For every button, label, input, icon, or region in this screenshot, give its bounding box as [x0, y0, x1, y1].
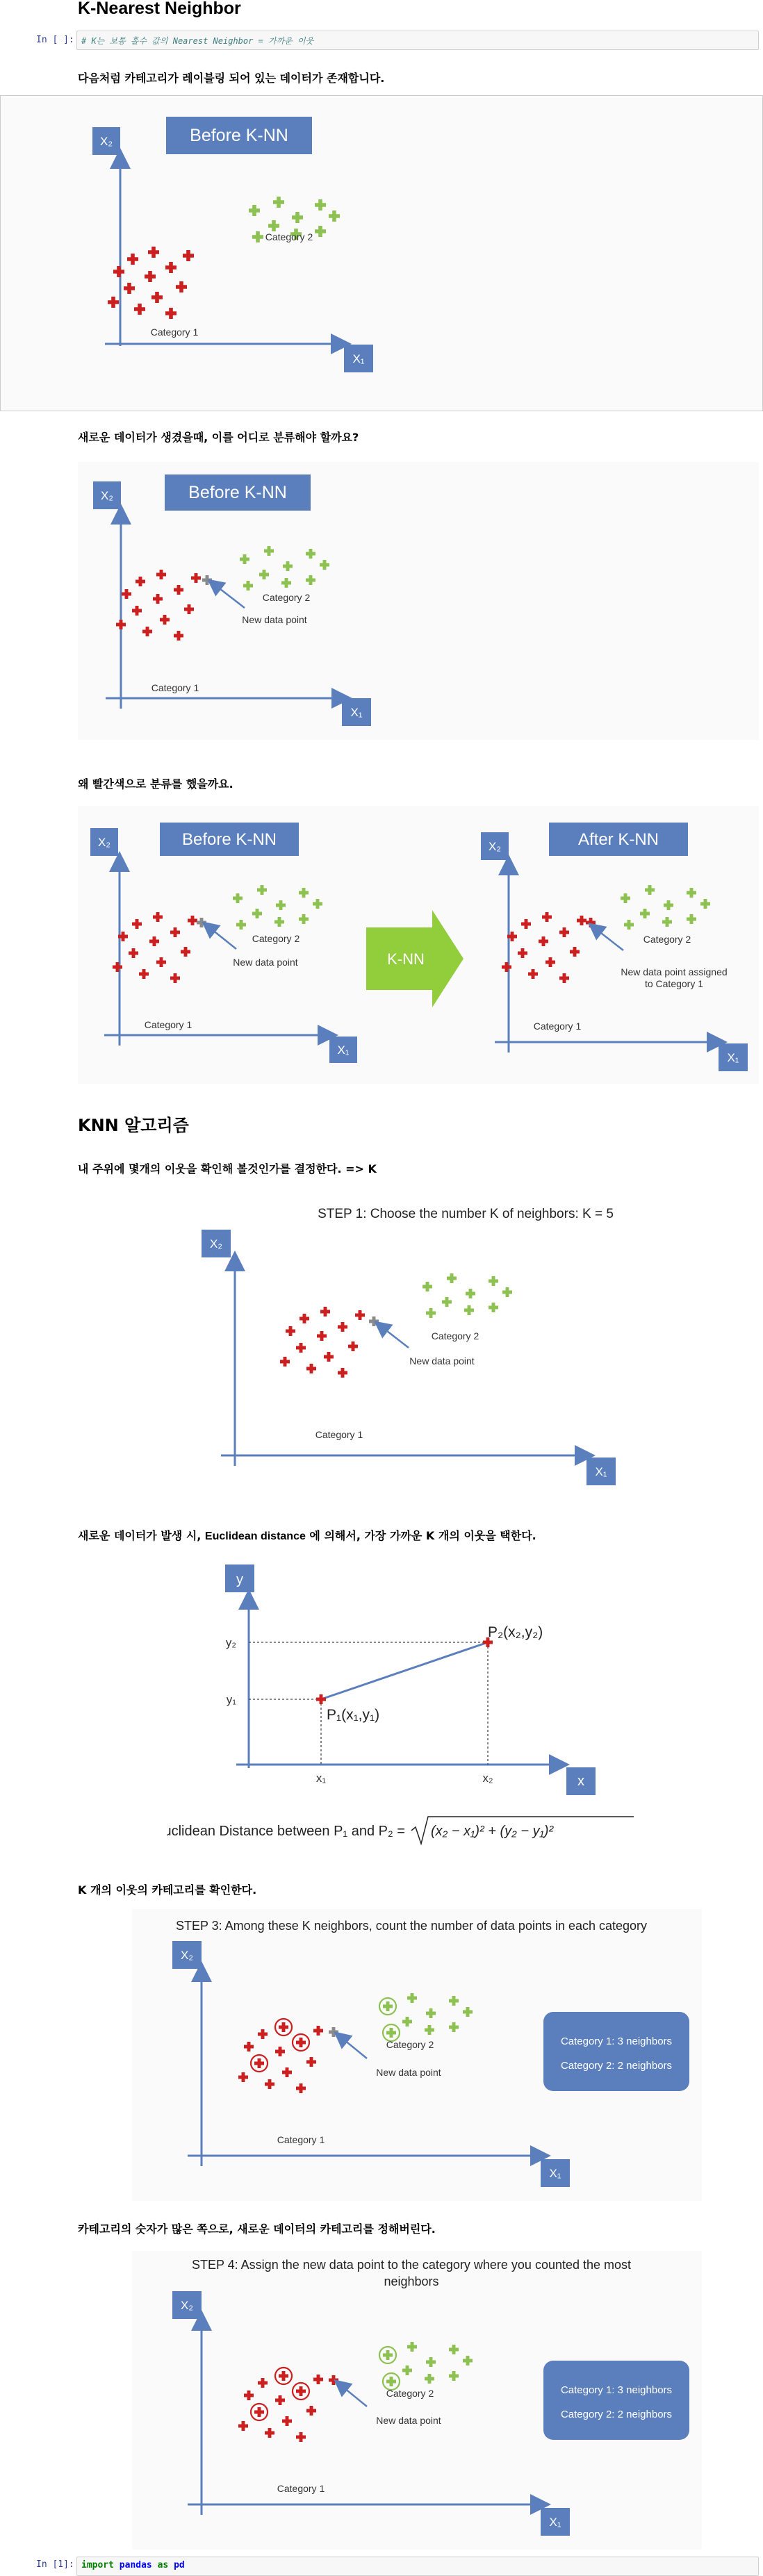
svg-text:X₂: X₂	[210, 1237, 222, 1250]
category1-point	[129, 948, 138, 958]
assigned-point	[586, 918, 596, 927]
new-data-point	[197, 918, 206, 927]
category1-point	[539, 936, 548, 946]
category2-point	[315, 199, 326, 210]
category1-point	[265, 2079, 274, 2089]
category1-point	[238, 2072, 248, 2082]
markdown-text: K 개의 이웃의 카테고리를 확인한다.	[78, 1883, 257, 1897]
category2-point	[449, 2345, 459, 2354]
category2-point	[313, 899, 322, 909]
category1-point	[176, 281, 187, 292]
category2-point	[386, 2377, 396, 2386]
category1-point	[324, 1352, 334, 1362]
figure-before-knn	[0, 95, 763, 411]
category1-point	[174, 585, 183, 595]
category1-point	[148, 247, 159, 258]
category2-point	[662, 917, 672, 927]
category2-point	[283, 561, 293, 571]
svg-text:Category 1: Category 1	[277, 2134, 325, 2145]
category1-point	[132, 606, 142, 616]
code-line: import pandas as pd	[81, 2560, 185, 2570]
svg-text:X₂: X₂	[489, 840, 501, 853]
category1-point	[296, 2038, 306, 2047]
knn-arrow-label: K-NN	[387, 950, 425, 968]
category1-point	[306, 2057, 316, 2067]
formula-right: (x₂ − x₁)² + (y₂ − y₁)²	[431, 1824, 554, 1839]
svg-text:X₁: X₁	[549, 2167, 561, 2180]
category1-point	[191, 573, 201, 583]
markdown-text: 왜 빨간색으로 분류를 했을까요.	[78, 777, 233, 791]
category2-point	[281, 578, 291, 588]
category1-point	[570, 947, 580, 957]
svg-text:Category 2: Category 2	[643, 934, 691, 945]
category2-point	[426, 1308, 436, 1318]
svg-text:Category 1: Category 1	[144, 1019, 192, 1030]
category2-point	[252, 231, 263, 242]
category2-point	[407, 2342, 417, 2352]
category1-point	[296, 2386, 306, 2396]
category1-point	[116, 620, 126, 629]
category1-point	[238, 2421, 248, 2431]
svg-text:X₂: X₂	[181, 2299, 193, 2312]
category1-point	[188, 916, 197, 925]
category2-point	[383, 2001, 393, 2011]
p1-label: P₁(x₁,y₁)	[327, 1707, 380, 1723]
category1-point	[528, 969, 538, 979]
svg-text:X₁: X₁	[549, 2516, 561, 2529]
figure-new-point	[78, 462, 759, 740]
category1-point	[521, 919, 531, 929]
euclid-point	[316, 1694, 326, 1704]
category1-point	[132, 919, 142, 929]
svg-text:Category 2: Category 2	[431, 1330, 479, 1341]
code-cell[interactable]	[76, 31, 759, 50]
category2-point	[259, 570, 269, 579]
category1-point	[313, 2375, 323, 2384]
new-data-point	[369, 1316, 379, 1326]
category1-point	[139, 969, 149, 979]
category1-point	[142, 627, 152, 636]
figure-before-after	[78, 806, 759, 1084]
category1-point	[127, 254, 138, 265]
new-data-point	[202, 575, 212, 585]
new-data-point	[329, 2027, 338, 2037]
count-line-2: Category 2: 2 neighbors	[560, 2060, 673, 2072]
category2-point	[422, 1282, 432, 1291]
category1-point	[170, 927, 180, 937]
svg-text:Category 1: Category 1	[533, 1021, 582, 1032]
markdown-text: 카테고리의 숫자가 많은 쪽으로, 새로운 데이터의 카테고리를 정해버린다.	[78, 2222, 436, 2236]
category1-point	[338, 1322, 347, 1332]
category1-point	[348, 1341, 358, 1351]
category2-point	[276, 900, 286, 910]
y-axis-label: y	[236, 1572, 243, 1587]
category1-point	[296, 2083, 306, 2093]
category1-point	[124, 283, 135, 294]
svg-text:X₁: X₁	[595, 1465, 607, 1478]
category2-point	[257, 885, 267, 895]
category2-point	[402, 2366, 412, 2375]
category1-point	[559, 927, 569, 937]
category2-point	[264, 546, 274, 556]
category1-point	[300, 1314, 309, 1323]
category2-point	[463, 2007, 473, 2017]
category2-point	[449, 1996, 459, 2006]
x2-label: X₂	[100, 135, 113, 148]
category1-point	[184, 604, 194, 614]
category2-point	[464, 1305, 474, 1315]
category2-point	[621, 893, 630, 903]
category1-point	[244, 2042, 254, 2051]
category1-point	[313, 2026, 323, 2036]
category2-point	[252, 909, 262, 918]
category1-point	[153, 594, 163, 604]
category1-point	[275, 2047, 285, 2056]
category2-point	[449, 2371, 459, 2381]
formula-left: Euclidean Distance between P₁ and P₂ =	[167, 1824, 405, 1839]
category1-point	[577, 916, 586, 925]
category1-point	[502, 962, 511, 972]
assigned-label-2: to Category 1	[644, 978, 704, 989]
svg-text:y₁: y₁	[226, 1693, 236, 1706]
category1-point	[153, 912, 163, 922]
category1-point	[113, 962, 122, 972]
category1-label: Category 1	[151, 682, 199, 693]
category2-point	[273, 197, 284, 208]
category2-point	[489, 1303, 498, 1312]
category2-point	[426, 2357, 436, 2367]
x-axis-label: x	[577, 1774, 584, 1789]
category2-point	[299, 888, 309, 898]
category1-point	[134, 304, 145, 315]
category2-point	[624, 920, 634, 930]
category2-point	[240, 554, 249, 564]
category2-point	[383, 2350, 393, 2360]
category1-point	[254, 2058, 264, 2068]
svg-text:Category 1: Category 1	[277, 2483, 325, 2494]
category1-point	[151, 292, 163, 303]
category1-point	[306, 2406, 316, 2416]
category2-point	[249, 205, 260, 216]
category1-point	[320, 1307, 330, 1316]
category1-point	[170, 973, 180, 983]
cell-prompt: In [1]:	[36, 2559, 74, 2570]
category2-point	[640, 909, 650, 918]
x1-label: X₁	[352, 352, 365, 365]
category2-point	[306, 575, 315, 585]
category2-label: Category 2	[262, 592, 311, 603]
category2-point	[425, 2374, 434, 2384]
category1-point	[165, 262, 177, 273]
category2-point	[386, 2028, 396, 2038]
category2-point	[664, 900, 673, 910]
assigned-label-1: New data point assigned	[621, 966, 728, 977]
category2-point	[442, 1297, 452, 1307]
category1-point	[136, 577, 145, 586]
category1-point	[286, 1326, 295, 1336]
section-heading: KNN 알고리즘	[78, 1116, 189, 1135]
svg-text:y₂: y₂	[225, 1636, 236, 1649]
figure-step1	[188, 1195, 632, 1494]
category2-point	[268, 220, 279, 231]
svg-text:x₂: x₂	[482, 1772, 493, 1785]
category2-point	[449, 2022, 459, 2032]
x2-label: X₂	[101, 489, 113, 502]
assigned-point	[329, 2375, 338, 2385]
category2-point	[274, 917, 284, 927]
figure-step3	[132, 1909, 702, 2201]
category1-point	[254, 2407, 264, 2417]
category1-point	[279, 2371, 288, 2381]
p2-label: P₂(x₂,y₂)	[488, 1624, 543, 1640]
svg-text:New data point: New data point	[376, 2415, 441, 2426]
before-knn-label: Before K-NN	[188, 483, 287, 502]
category1-point	[122, 589, 131, 599]
svg-text:X₁: X₁	[337, 1043, 350, 1057]
category1-point	[244, 2391, 254, 2400]
category2-point	[425, 2025, 434, 2035]
count-line-1: Category 1: 3 neighbors	[560, 2036, 673, 2047]
category1-point	[296, 2432, 306, 2442]
category1-point	[156, 957, 166, 967]
category2-point	[463, 2356, 473, 2366]
category2-point	[299, 914, 309, 924]
category2-point	[502, 1287, 512, 1297]
svg-text:Category 2: Category 2	[386, 2388, 434, 2399]
svg-text:Category 1: Category 1	[315, 1429, 363, 1440]
category2-point	[320, 560, 329, 570]
category2-point	[687, 914, 696, 924]
markdown-text: 다음처럼 카테고리가 레이블링 되어 있는 데이터가 존재합니다.	[78, 72, 385, 85]
category2-point	[233, 893, 243, 903]
category2-label: Category 2	[265, 231, 313, 242]
category1-point	[181, 947, 190, 957]
category1-point	[258, 2029, 268, 2039]
category1-point	[145, 271, 156, 282]
category1-point	[174, 631, 183, 641]
category1-point	[296, 1343, 306, 1353]
category2-point	[402, 2017, 412, 2026]
category2-point	[243, 581, 253, 591]
category1-point	[306, 1364, 316, 1373]
category1-point	[282, 2416, 292, 2426]
svg-text:X₂: X₂	[98, 836, 110, 849]
category2-point	[466, 1289, 475, 1298]
category1-point	[338, 1368, 347, 1378]
svg-text:Category 2: Category 2	[252, 933, 300, 944]
markdown-text: 새로운 데이터가 발생 시, Euclidean distance 에 의해서, 가장 가까운 K 개의 이웃을 택한다.	[78, 1529, 536, 1542]
svg-text:New data point: New data point	[409, 1355, 475, 1367]
cell-prompt: In [ ]:	[36, 35, 74, 45]
category2-point	[329, 210, 340, 222]
step3-text: STEP 3: Among these K neighbors, count the number of data points in each category	[175, 1919, 648, 1933]
svg-text:x₁: x₁	[315, 1772, 327, 1785]
count-box	[543, 2012, 689, 2091]
after-knn-label: After K-NN	[577, 830, 659, 849]
category1-point	[355, 1310, 365, 1320]
category1-point	[559, 973, 569, 983]
category1-point	[282, 2067, 292, 2077]
svg-text:X₁: X₁	[727, 1051, 739, 1064]
figure-euclidean	[167, 1556, 653, 1862]
category1-point	[317, 1331, 327, 1341]
svg-text:Category 1: 3 neighbors: Category 1: 3 neighbors	[560, 2384, 673, 2396]
category1-point	[108, 297, 119, 308]
category1-point	[545, 957, 555, 967]
category1-label: Category 1	[150, 327, 199, 338]
svg-text:New data point: New data point	[376, 2067, 441, 2078]
category1-point	[183, 250, 194, 261]
category2-point	[447, 1273, 457, 1283]
category1-point	[518, 948, 527, 958]
category2-point	[236, 920, 246, 930]
category2-point	[315, 226, 326, 237]
x1-label: X₁	[350, 706, 363, 719]
category1-point	[160, 615, 170, 625]
category2-point	[292, 212, 303, 223]
before-knn-label: Before K-NN	[190, 126, 288, 145]
category1-point	[258, 2378, 268, 2388]
svg-text:Category 2: Category 2	[386, 2039, 434, 2050]
step4-text-1: STEP 4: Assign the new data point to the category where you counted the most	[191, 2258, 632, 2272]
category1-point	[542, 912, 552, 922]
markdown-text: 내 주위에 몇개의 이웃을 확인해 볼것인가를 결정한다. => K	[78, 1162, 377, 1175]
category1-point	[275, 2395, 285, 2405]
svg-text:Category 2: 2 neighbors: Category 2: 2 neighbors	[560, 2409, 673, 2420]
category2-point	[645, 885, 655, 895]
category1-point	[113, 266, 124, 277]
category1-point	[149, 936, 159, 946]
category2-point	[489, 1276, 498, 1286]
category1-point	[165, 308, 177, 319]
new-point-label: New data point	[242, 614, 307, 625]
category1-point	[279, 2022, 288, 2032]
svg-text:New data point: New data point	[233, 957, 298, 968]
category1-point	[280, 1357, 290, 1367]
category2-point	[700, 899, 710, 909]
notebook-title: K-Nearest Neighbor	[78, 0, 241, 18]
category1-point	[265, 2428, 274, 2438]
category1-point	[156, 570, 166, 579]
step1-text: STEP 1: Choose the number K of neighbors: K = 5	[318, 1207, 614, 1221]
before-knn-label: Before K-NN	[181, 830, 277, 849]
category2-point	[407, 1993, 417, 2003]
svg-text:X₂: X₂	[181, 1949, 193, 1962]
category2-point	[687, 888, 696, 898]
step4-text-2: neighbors	[384, 2274, 439, 2288]
category2-point	[306, 549, 315, 559]
code-comment: # K는 보통 홀수 값의 Nearest Neighbor = 가까운 이웃	[81, 36, 314, 46]
markdown-text: 새로운 데이터가 생겼을때, 이를 어디로 분류해야 할까요?	[78, 431, 359, 444]
figure-step4	[132, 2251, 702, 2550]
category2-point	[426, 2008, 436, 2018]
